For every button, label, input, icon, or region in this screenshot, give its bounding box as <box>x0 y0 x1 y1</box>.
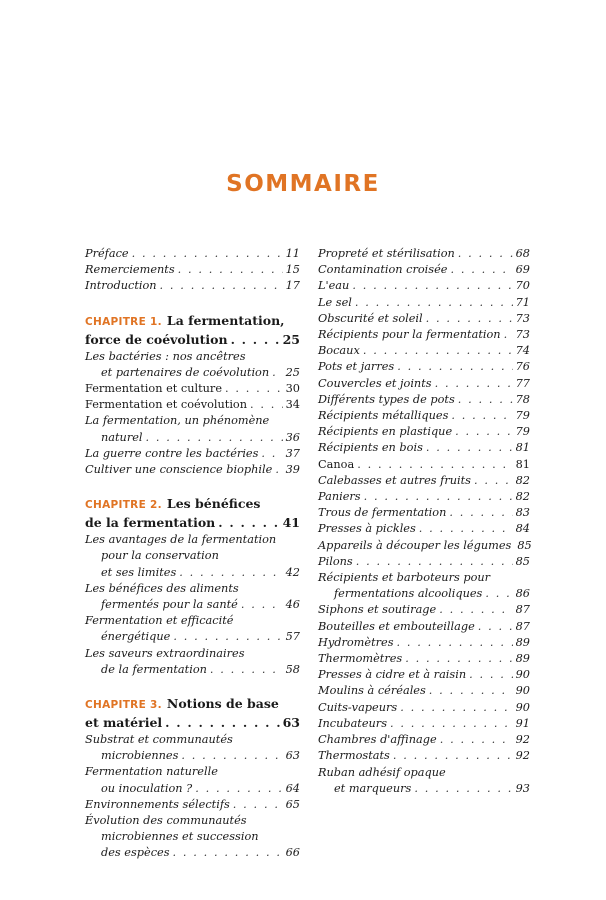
toc-page: 15 <box>285 263 300 277</box>
dot-leader <box>363 343 513 359</box>
toc-page: 25 <box>282 331 300 347</box>
dot-leader <box>231 331 280 349</box>
toc-page: 84 <box>515 522 530 536</box>
toc-entry-line[interactable]: Fermentation naturelle <box>85 765 218 779</box>
toc-label: Récipients en plastique <box>318 425 453 439</box>
dot-leader <box>173 629 282 645</box>
toc-entry[interactable] <box>85 381 300 397</box>
toc-entry[interactable] <box>85 629 300 645</box>
dot-leader <box>440 732 513 748</box>
toc-page: 37 <box>285 446 300 460</box>
toc-entry-line[interactable]: Évolution des communautés <box>85 814 247 828</box>
chapter-number: CHAPITRE 2. <box>85 499 162 512</box>
toc-entry[interactable] <box>318 748 530 764</box>
toc-entry-line[interactable]: Les saveurs extraordinaires <box>85 646 245 660</box>
toc-entry[interactable] <box>318 473 530 489</box>
dot-leader <box>414 781 512 797</box>
toc-entry[interactable] <box>85 565 300 581</box>
toc-entry-line[interactable]: Ruban adhésif opaque <box>318 765 446 779</box>
toc-entry[interactable] <box>318 635 530 651</box>
toc-entry[interactable] <box>85 662 300 678</box>
dot-leader <box>181 748 282 764</box>
dot-leader <box>485 586 512 602</box>
toc-label: des espèces <box>101 846 170 860</box>
dot-leader <box>405 651 512 667</box>
dot-leader <box>451 408 512 424</box>
chapter-number: CHAPITRE 3. <box>85 699 162 712</box>
toc-entry-remerciements[interactable] <box>85 262 300 278</box>
toc-page: 93 <box>515 781 530 795</box>
toc-page: 68 <box>515 247 530 260</box>
toc-page: 66 <box>285 846 300 860</box>
toc-label: ou inoculation ? <box>101 781 193 795</box>
toc-entry[interactable] <box>85 397 300 413</box>
toc-page: 39 <box>285 463 300 477</box>
toc-entry[interactable] <box>318 327 530 343</box>
toc-left-column <box>85 246 300 862</box>
chapter-2-heading[interactable] <box>85 495 300 532</box>
toc-entry[interactable] <box>318 683 530 699</box>
chapter-title: Les bénéfices <box>166 496 261 512</box>
toc-entry-line[interactable]: Les avantages de la fermentation <box>85 533 277 547</box>
toc-page: 79 <box>515 425 530 439</box>
dot-leader <box>272 365 282 381</box>
toc-entry[interactable] <box>318 246 530 262</box>
dot-leader <box>435 376 513 392</box>
toc-entry[interactable] <box>318 505 530 521</box>
toc-label: Couvercles et joints <box>318 376 432 390</box>
toc-page: 63 <box>282 715 300 731</box>
toc-page: 90 <box>515 684 530 698</box>
toc-label: Presses à pickles <box>318 522 416 536</box>
toc-label: Thermostats <box>318 749 390 763</box>
toc-label: La guerre contre les bactéries <box>85 446 259 460</box>
toc-page: 42 <box>285 565 300 579</box>
toc-entry[interactable] <box>318 651 530 667</box>
toc-entry[interactable] <box>318 602 530 618</box>
toc-label: et ses limites <box>101 565 177 579</box>
dot-leader <box>218 514 279 532</box>
toc-label: Presses à cidre et à raisin <box>318 668 467 682</box>
dot-leader <box>450 262 512 278</box>
toc-label: Calebasses et autres fruits <box>318 473 471 487</box>
toc-entry[interactable] <box>318 311 530 327</box>
chapter-title-cont: et matériel <box>85 715 163 731</box>
toc-label: naturel <box>101 430 143 444</box>
toc-page: 81 <box>515 441 530 455</box>
toc-page: 46 <box>285 598 300 612</box>
toc-label: Remerciements <box>85 263 175 277</box>
toc-page: 64 <box>285 781 300 795</box>
toc-page: 78 <box>515 392 530 406</box>
toc-page: 57 <box>285 630 300 644</box>
toc-label: Environnements sélectifs <box>85 797 230 811</box>
toc-entry[interactable] <box>318 295 530 311</box>
toc-label: Appareils à découper les légumes <box>318 538 512 552</box>
toc-page: 89 <box>515 635 530 649</box>
dot-leader <box>250 397 283 413</box>
dot-leader <box>241 597 283 613</box>
toc-page: 92 <box>515 733 530 747</box>
toc-page: 79 <box>515 409 530 423</box>
dot-leader <box>478 619 513 635</box>
toc-label: fermentés pour la santé <box>101 598 238 612</box>
toc-page: 86 <box>515 587 530 601</box>
toc-page: 90 <box>515 700 530 714</box>
dot-leader <box>165 714 279 732</box>
chapter-1-heading[interactable] <box>85 312 300 349</box>
toc-entry[interactable] <box>318 392 530 408</box>
toc-label: Récipients pour la fermentation <box>318 328 501 342</box>
toc-entry-line[interactable]: Substrat et communautés <box>85 733 233 747</box>
toc-page: 69 <box>515 263 530 277</box>
page-title: SOMMAIRE <box>226 171 380 197</box>
toc-entry-preface[interactable] <box>85 246 300 262</box>
toc-page: 82 <box>515 490 530 504</box>
toc-entry[interactable] <box>85 845 300 861</box>
dot-leader <box>429 683 513 699</box>
toc-entry[interactable] <box>318 732 530 748</box>
toc-entry[interactable] <box>318 489 530 505</box>
dot-leader <box>419 521 513 537</box>
toc-page: 17 <box>285 279 300 293</box>
toc-entry-line[interactable]: Fermentation et efficacité <box>85 614 234 628</box>
toc-label: Chambres d'affinage <box>318 733 437 747</box>
toc-label: Fermentation et culture <box>85 382 223 396</box>
toc-entry[interactable] <box>318 521 530 537</box>
toc-label: Moulins à céréales <box>318 684 426 698</box>
toc-entry-line[interactable]: microbiennes et succession <box>101 830 259 844</box>
toc-label: microbiennes <box>101 749 179 763</box>
dot-leader <box>356 554 513 570</box>
toc-label: Bouteilles et embouteillage <box>318 619 475 633</box>
dot-leader <box>173 845 283 861</box>
toc-label: Cultiver une conscience biophile <box>85 463 273 477</box>
toc-label: L'eau <box>318 279 350 293</box>
toc-label: et marqueurs <box>334 781 412 795</box>
dot-leader <box>397 359 512 375</box>
toc-entry[interactable] <box>318 278 530 294</box>
toc-entry[interactable] <box>318 716 530 732</box>
toc-label: Préface <box>85 247 129 260</box>
toc-entry-line[interactable]: La fermentation, un phénomène <box>85 414 270 428</box>
toc-label: Thermomètres <box>318 652 403 666</box>
dot-leader <box>458 392 513 408</box>
toc-entry[interactable] <box>318 376 530 392</box>
toc-entry[interactable] <box>318 343 530 359</box>
toc-page: 65 <box>285 797 300 811</box>
dot-leader <box>439 602 512 618</box>
dot-leader <box>357 457 512 473</box>
toc-page: 25 <box>285 365 300 379</box>
toc-entry[interactable] <box>85 748 300 764</box>
toc-entry[interactable] <box>318 667 530 683</box>
toc-page: 70 <box>515 279 530 293</box>
chapter-title: La fermentation, <box>166 312 285 328</box>
toc-entry[interactable] <box>318 262 530 278</box>
dot-leader <box>426 311 513 327</box>
toc-label: Hydromètres <box>318 635 394 649</box>
toc-label: Siphons et soutirage <box>318 603 437 617</box>
dot-leader <box>397 635 513 651</box>
toc-entry[interactable] <box>318 781 530 797</box>
toc-entry[interactable] <box>85 446 300 462</box>
toc-page: 73 <box>515 328 530 342</box>
chapter-title-cont: force de coévolution <box>85 331 228 347</box>
toc-page: 71 <box>515 295 530 309</box>
toc-label: Bocaux <box>318 344 360 358</box>
toc-entry[interactable] <box>318 538 530 554</box>
dot-leader <box>210 662 283 678</box>
dot-leader <box>390 716 513 732</box>
toc-label: énergétique <box>101 630 171 644</box>
toc-page: 76 <box>515 360 530 374</box>
toc-page: 87 <box>515 603 530 617</box>
dot-leader <box>364 489 513 505</box>
toc-label: Récipients métalliques <box>318 409 449 423</box>
chapter-number: CHAPITRE 1. <box>85 315 162 328</box>
dot-leader <box>449 505 512 521</box>
toc-entry[interactable] <box>85 597 300 613</box>
toc-page: 63 <box>285 749 300 763</box>
toc-entry[interactable] <box>318 586 530 602</box>
toc-page: 34 <box>285 398 300 412</box>
toc-entry[interactable] <box>318 440 530 456</box>
toc-label: Récipients en bois <box>318 441 423 455</box>
toc-entry[interactable] <box>318 554 530 570</box>
toc-entry[interactable] <box>318 359 530 375</box>
dot-leader <box>160 278 283 294</box>
toc-page: 36 <box>285 430 300 444</box>
dot-leader <box>225 381 283 397</box>
toc-label: Le sel <box>318 295 352 309</box>
toc-entry[interactable] <box>85 365 300 381</box>
toc-page: 91 <box>515 716 530 730</box>
toc-page: 90 <box>515 668 530 682</box>
dot-leader <box>195 781 282 797</box>
toc-entry-line[interactable]: Les bénéfices des aliments <box>85 581 239 595</box>
toc-entry[interactable] <box>318 619 530 635</box>
toc-label: Cuits-vapeurs <box>318 700 398 714</box>
toc-page: 92 <box>515 749 530 763</box>
toc-entry[interactable] <box>318 457 530 473</box>
toc-page: 30 <box>285 382 300 396</box>
dot-leader <box>352 278 512 294</box>
toc-label: Canoa <box>318 457 355 471</box>
dot-leader <box>400 700 512 716</box>
toc-right-column <box>318 246 530 797</box>
toc-label: Contamination croisée <box>318 263 448 277</box>
dot-leader <box>458 246 513 262</box>
dot-leader <box>455 424 512 440</box>
toc-entry[interactable] <box>85 430 300 446</box>
toc-label: Pots et jarres <box>318 360 395 374</box>
toc-label: Obscurité et soleil <box>318 311 423 325</box>
toc-entry[interactable] <box>85 462 300 478</box>
toc-page: 83 <box>515 506 530 520</box>
toc-entry[interactable] <box>318 424 530 440</box>
toc-entry-introduction[interactable] <box>85 278 300 294</box>
toc-entry-line[interactable]: pour la conservation <box>101 549 219 563</box>
dot-leader <box>178 262 283 278</box>
dot-leader <box>504 327 513 343</box>
toc-entry[interactable] <box>318 700 530 716</box>
toc-entry-line[interactable]: Récipients et barboteurs pour <box>318 571 491 585</box>
dot-leader <box>179 565 282 581</box>
chapter-title: Notions de base <box>166 696 279 712</box>
toc-page: 74 <box>515 344 530 358</box>
toc-page: 81 <box>515 457 530 471</box>
dot-leader <box>132 246 283 262</box>
toc-page: 85 <box>515 554 530 568</box>
toc-entry-line[interactable]: Les bactéries : nos ancêtres <box>85 349 246 363</box>
toc-entry[interactable] <box>318 408 530 424</box>
toc-page: 85 <box>517 538 532 552</box>
toc-page: 73 <box>515 311 530 325</box>
toc-page: 58 <box>285 662 300 676</box>
toc-label: Pilons <box>318 554 353 568</box>
dot-leader <box>355 295 513 311</box>
toc-label: Trous de fermentation <box>318 506 447 520</box>
chapter-title-cont: de la fermentation <box>85 515 216 531</box>
dot-leader <box>261 446 282 462</box>
dot-leader <box>233 797 283 813</box>
dot-leader <box>393 748 513 764</box>
toc-label: Propreté et stérilisation <box>318 247 455 260</box>
toc-label: Fermentation et coévolution <box>85 398 248 412</box>
chapter-3-heading[interactable] <box>85 695 300 732</box>
toc-page: 11 <box>285 247 300 260</box>
toc-label: Incubateurs <box>318 716 388 730</box>
toc-page: 89 <box>515 652 530 666</box>
toc-label: de la fermentation <box>101 662 207 676</box>
toc-page: 82 <box>515 473 530 487</box>
toc-label: et partenaires de coévolution <box>101 365 270 379</box>
toc-page: 87 <box>515 619 530 633</box>
toc-label: Introduction <box>85 279 157 293</box>
toc-page: 77 <box>515 376 530 390</box>
dot-leader <box>146 430 283 446</box>
toc-entry[interactable] <box>85 781 300 797</box>
dot-leader <box>426 440 513 456</box>
toc-label: Différents types de pots <box>318 392 455 406</box>
dot-leader <box>275 462 282 478</box>
dot-leader <box>469 667 513 683</box>
toc-entry[interactable] <box>85 797 300 813</box>
toc-label: fermentations alcooliques <box>334 587 483 601</box>
dot-leader <box>474 473 513 489</box>
toc-label: Paniers <box>318 490 361 504</box>
toc-page: 41 <box>282 515 300 531</box>
